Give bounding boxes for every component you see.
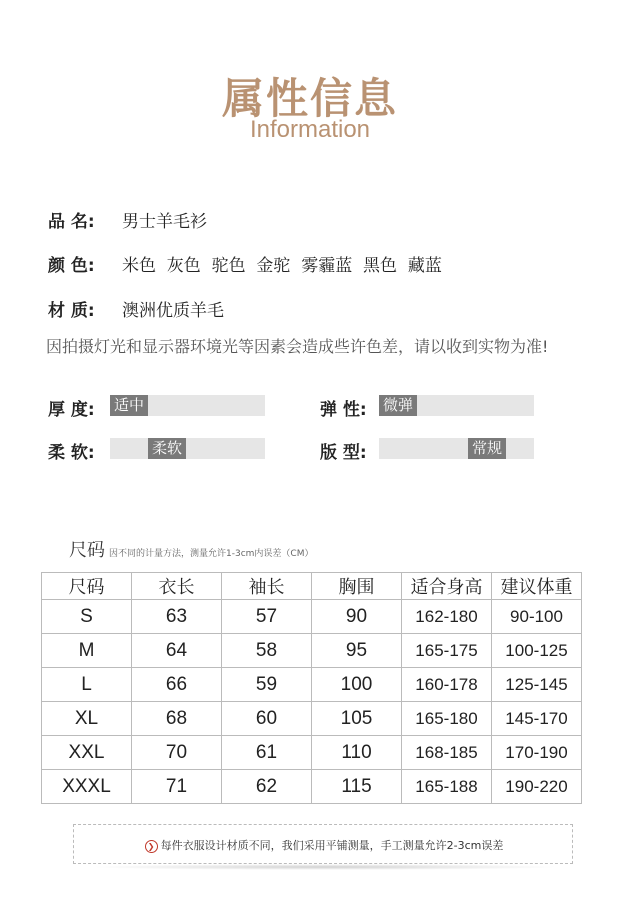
table-cell: 170-190 [492,736,582,770]
elasticity-chip: 微弹 [379,395,417,416]
info-row-color [48,251,442,276]
table-cell: 60 [222,702,312,736]
header-cell: 尺码 [42,573,132,600]
size-title: 尺码 [69,540,105,561]
table-cell: 95 [312,634,402,668]
table-cell: 115 [312,770,402,804]
table-cell: 165-188 [402,770,492,804]
table-row [42,702,582,736]
table-cell: 100 [312,668,402,702]
table-row [42,600,582,634]
header-cell: 衣长 [132,573,222,600]
size-section-header [69,536,313,562]
table-cell: 68 [132,702,222,736]
table-cell: 160-178 [402,668,492,702]
header-cell: 适合身高 [402,573,492,600]
info-row-material [48,296,224,321]
softness-bar [110,438,265,459]
softness-chip: 柔软 [148,438,186,459]
table-row [42,634,582,668]
attr-label-thickness: 厚 度: [48,400,95,420]
table-cell: 168-185 [402,736,492,770]
color-disclaimer: 因拍摄灯光和显示器环境光等因素会造成些许色差，请以收到实物为准! [46,337,549,356]
page-subtitle: Information [249,116,371,143]
measurement-note [74,837,574,853]
table-cell: 190-220 [492,770,582,804]
table-cell: 90 [312,600,402,634]
size-table-header-row [42,573,582,600]
fit-bar [379,438,534,459]
table-cell: 64 [132,634,222,668]
thickness-bar [110,395,265,416]
info-label: 材 质: [48,301,95,321]
table-row [42,668,582,702]
table-cell: 165-175 [402,634,492,668]
table-cell: 71 [132,770,222,804]
table-cell: XL [42,702,132,736]
table-cell: XXXL [42,770,132,804]
table-cell: 110 [312,736,402,770]
table-cell: 59 [222,668,312,702]
elasticity-bar [379,395,534,416]
table-cell: 63 [132,600,222,634]
info-row-name [48,207,207,232]
table-cell: 100-125 [492,634,582,668]
info-label: 品 名: [48,212,95,232]
info-label: 颜 色: [48,256,95,276]
table-cell: 105 [312,702,402,736]
attr-label-softness: 柔 软: [48,443,95,463]
table-cell: 61 [222,736,312,770]
table-cell: L [42,668,132,702]
header-cell: 胸围 [312,573,402,600]
fit-chip: 常规 [468,438,506,459]
info-value: 男士羊毛衫 [122,212,207,232]
table-row [42,770,582,804]
table-cell: S [42,600,132,634]
table-cell: 70 [132,736,222,770]
table-cell: XXL [42,736,132,770]
header-cell: 袖长 [222,573,312,600]
table-cell: 125-145 [492,668,582,702]
page-title: 属性信息 [221,74,398,123]
table-cell: 66 [132,668,222,702]
table-cell: M [42,634,132,668]
attr-label-elasticity: 弹 性: [320,400,367,420]
table-cell: 58 [222,634,312,668]
info-value: 米色 灰色 驼色 金驼 雾霾蓝 黑色 藏蓝 [122,256,442,276]
table-cell: 162-180 [402,600,492,634]
table-cell: 145-170 [492,702,582,736]
size-subtitle: 因不同的计量方法，测量允许1-3cm内误差（CM） [109,549,314,559]
measurement-note-text: 每件衣服设计材质不同，我们采用平铺测量，手工测量允许2-3cm误差 [160,839,504,852]
footer-shadow [90,864,560,870]
header-cell: 建议体重 [492,573,582,600]
size-table [41,572,582,804]
table-cell: 90-100 [492,600,582,634]
table-row [42,736,582,770]
table-cell: 57 [222,600,312,634]
table-cell: 165-180 [402,702,492,736]
attr-label-fit: 版 型: [320,443,367,463]
table-cell: 62 [222,770,312,804]
thickness-chip: 适中 [110,395,148,416]
measurement-note-box [73,824,573,864]
warning-arrow-icon: ❯ [145,840,158,853]
info-value: 澳洲优质羊毛 [122,301,224,321]
